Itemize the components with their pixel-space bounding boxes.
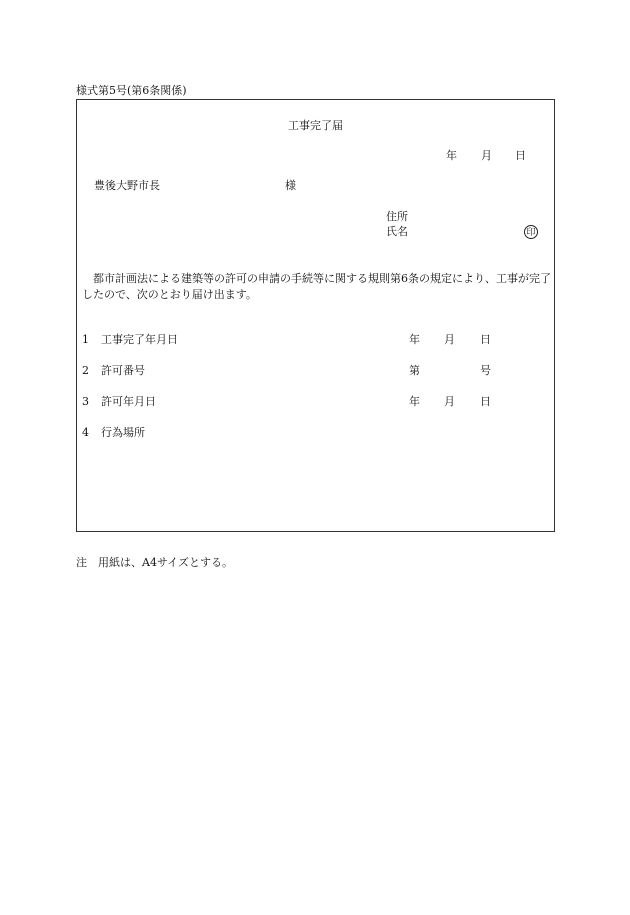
address-label: 住所 — [386, 210, 408, 223]
item-field-1: 年 — [409, 333, 420, 346]
item-number: 1 — [82, 333, 89, 346]
seal-icon: 印 — [524, 225, 538, 239]
item-number: 2 — [82, 364, 89, 377]
item-label: 行為場所 — [101, 426, 145, 439]
item-number: 4 — [82, 426, 89, 439]
date-day: 日 — [515, 149, 526, 162]
addressee-name: 豊後大野市長 — [94, 179, 160, 192]
item-field-2: 月 — [444, 395, 455, 408]
item-field-3: 日 — [480, 395, 491, 408]
item-field-3: 日 — [480, 333, 491, 346]
name-label: 氏名 — [386, 225, 408, 238]
item-field-2: 月 — [444, 333, 455, 346]
date-month: 月 — [481, 149, 492, 162]
seal-mark — [524, 225, 538, 239]
item-field-1: 第 — [409, 364, 420, 377]
body-paragraph: 都市計画法による建築等の許可の申請の手続等に関する規則第6条の規定により、工事が完了したので、次のとおり届け出ます。 — [82, 272, 551, 301]
item-field-1: 年 — [409, 395, 420, 408]
form-frame — [76, 99, 555, 532]
form-label: 様式第5号(第6条関係) — [76, 84, 187, 97]
item-label: 工事完了年月日 — [101, 333, 178, 346]
item-label: 許可年月日 — [101, 395, 156, 408]
footnote: 注 用紙は、A4サイズとする。 — [76, 556, 234, 569]
item-number: 3 — [82, 395, 89, 408]
item-label: 許可番号 — [101, 364, 145, 377]
form-title: 工事完了届 — [288, 119, 343, 132]
date-year: 年 — [446, 149, 457, 162]
addressee-honorific: 様 — [285, 179, 296, 192]
item-field-3: 号 — [480, 364, 491, 377]
